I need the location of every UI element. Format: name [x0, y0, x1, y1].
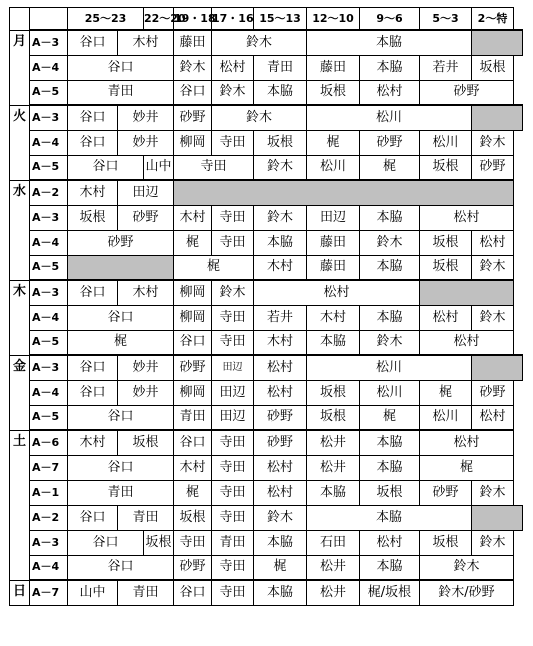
header-period: 19・18 [174, 8, 212, 31]
header-period: 5～3 [420, 8, 472, 31]
teacher-cell: 鈴木 [212, 80, 254, 105]
teacher-cell: 若井 [254, 305, 307, 330]
empty-slot [68, 255, 174, 280]
teacher-cell: 松川 [307, 355, 472, 380]
teacher-cell: 梶 [360, 155, 420, 180]
teacher-cell: 木村 [118, 30, 174, 55]
day-label-cont [10, 130, 30, 155]
teacher-cell: 山中 [144, 155, 174, 180]
teacher-cell: 鈴木 [472, 530, 514, 555]
teacher-cell: 若井 [420, 55, 472, 80]
teacher-cell: 本脇 [254, 530, 307, 555]
teacher-cell: 青田 [68, 80, 174, 105]
teacher-cell: 妙井 [118, 130, 174, 155]
teacher-cell: 鈴木 [212, 280, 254, 305]
teacher-cell: 谷口 [68, 105, 118, 130]
teacher-cell: 鈴木 [212, 105, 307, 130]
teacher-cell: 谷口 [68, 355, 118, 380]
schedule-row [10, 55, 523, 80]
teacher-cell: 田辺 [212, 355, 254, 380]
teacher-cell: 鈴木/砂野 [420, 580, 514, 605]
class-label: A－5 [30, 255, 68, 280]
teacher-cell: 梶 [68, 330, 174, 355]
teacher-cell: 妙井 [118, 105, 174, 130]
teacher-cell: 寺田 [212, 205, 254, 230]
class-label: A－3 [30, 355, 68, 380]
day-label-cont [10, 205, 30, 230]
teacher-cell: 青田 [68, 480, 174, 505]
schedule-row [10, 230, 523, 255]
schedule-row [10, 430, 523, 455]
class-label: A－3 [30, 105, 68, 130]
teacher-cell: 本脇 [254, 80, 307, 105]
teacher-cell: 鈴木 [420, 555, 514, 580]
teacher-cell: 松川 [360, 380, 420, 405]
class-label: A－4 [30, 380, 68, 405]
class-label: A－4 [30, 230, 68, 255]
teacher-cell: 坂根 [118, 430, 174, 455]
teacher-cell: 木村 [68, 430, 118, 455]
teacher-cell: 坂根 [472, 55, 514, 80]
teacher-cell: 坂根 [144, 530, 174, 555]
teacher-cell: 松村 [254, 280, 420, 305]
teacher-cell: 妙井 [118, 380, 174, 405]
header-row [10, 8, 523, 31]
teacher-cell: 藤田 [307, 230, 360, 255]
teacher-cell: 砂野 [472, 155, 514, 180]
schedule-row [10, 255, 523, 280]
teacher-cell: 鈴木 [472, 130, 514, 155]
teacher-cell: 寺田 [212, 430, 254, 455]
teacher-cell: 坂根 [307, 80, 360, 105]
teacher-cell: 田辺 [307, 205, 360, 230]
teacher-cell: 谷口 [174, 330, 212, 355]
teacher-cell: 谷口 [68, 30, 118, 55]
teacher-cell: 青田 [212, 530, 254, 555]
teacher-cell: 梶 [174, 255, 254, 280]
teacher-cell: 柳岡 [174, 130, 212, 155]
teacher-cell: 谷口 [68, 555, 174, 580]
day-label-cont [10, 330, 30, 355]
schedule-row [10, 330, 523, 355]
teacher-cell: 松村 [360, 530, 420, 555]
teacher-cell: 松村 [212, 55, 254, 80]
teacher-cell: 柳岡 [174, 305, 212, 330]
day-label: 木 [10, 280, 30, 305]
teacher-cell: 木村 [174, 205, 212, 230]
teacher-cell: 木村 [68, 180, 118, 205]
day-label: 月 [10, 30, 30, 55]
class-label: A－4 [30, 555, 68, 580]
teacher-cell: 谷口 [68, 155, 144, 180]
teacher-cell: 松川 [420, 405, 472, 430]
day-label-cont [10, 505, 30, 530]
teacher-cell: 青田 [118, 580, 174, 605]
schedule-row [10, 305, 523, 330]
class-label: A－7 [30, 580, 68, 605]
teacher-cell: 松井 [307, 580, 360, 605]
class-label: A－4 [30, 305, 68, 330]
teacher-cell: 砂野 [174, 555, 212, 580]
day-label: 火 [10, 105, 30, 130]
teacher-cell: 松村 [472, 230, 514, 255]
teacher-cell: 砂野 [68, 230, 174, 255]
teacher-cell: 坂根 [174, 505, 212, 530]
day-label: 水 [10, 180, 30, 205]
class-label: A－4 [30, 130, 68, 155]
day-label-cont [10, 255, 30, 280]
teacher-cell: 寺田 [174, 530, 212, 555]
class-label: A－3 [30, 530, 68, 555]
header-period: 17・16 [212, 8, 254, 31]
day-label-cont [10, 380, 30, 405]
teacher-cell: 寺田 [212, 330, 254, 355]
schedule-row [10, 530, 523, 555]
teacher-cell: 松井 [307, 430, 360, 455]
day-label: 日 [10, 580, 30, 605]
day-label-cont [10, 480, 30, 505]
teacher-cell: 鈴木 [472, 305, 514, 330]
teacher-cell: 松川 [307, 155, 360, 180]
class-label: A－3 [30, 205, 68, 230]
teacher-cell: 寺田 [174, 155, 254, 180]
schedule-row [10, 580, 523, 605]
header-period: 22～20 [144, 8, 174, 31]
teacher-cell: 松村 [420, 205, 514, 230]
class-label: A－5 [30, 405, 68, 430]
teacher-cell: 松村 [254, 355, 307, 380]
teacher-cell: 藤田 [307, 255, 360, 280]
teacher-cell: 松井 [307, 455, 360, 480]
teacher-cell: 松井 [307, 555, 360, 580]
schedule-row [10, 455, 523, 480]
schedule-row [10, 30, 523, 55]
teacher-cell: 松村 [420, 330, 514, 355]
day-label: 金 [10, 355, 30, 380]
teacher-cell: 梶 [420, 455, 514, 480]
teacher-cell: 松村 [420, 305, 472, 330]
teacher-cell: 鈴木 [360, 230, 420, 255]
teacher-cell: 鈴木 [174, 55, 212, 80]
header-period: 2～特 [472, 8, 514, 31]
teacher-cell: 坂根 [254, 130, 307, 155]
teacher-cell: 砂野 [254, 430, 307, 455]
teacher-cell: 谷口 [68, 280, 118, 305]
teacher-cell: 鈴木 [360, 330, 420, 355]
schedule-row [10, 405, 523, 430]
schedule-body [10, 30, 523, 605]
teacher-cell: 谷口 [68, 380, 118, 405]
teacher-cell: 谷口 [68, 305, 174, 330]
teacher-cell: 鈴木 [472, 480, 514, 505]
class-label: A－3 [30, 280, 68, 305]
teacher-cell: 松村 [420, 430, 514, 455]
teacher-cell: 松村 [254, 380, 307, 405]
teacher-cell: 谷口 [174, 80, 212, 105]
teacher-cell: 鈴木 [254, 155, 307, 180]
teacher-cell: 妙井 [118, 355, 174, 380]
class-label: A－5 [30, 330, 68, 355]
teacher-cell: 本脇 [254, 230, 307, 255]
day-label-cont [10, 405, 30, 430]
day-label-cont [10, 530, 30, 555]
teacher-cell: 本脇 [360, 255, 420, 280]
teacher-cell: 本脇 [307, 30, 472, 55]
class-label: A－6 [30, 430, 68, 455]
teacher-cell: 梶 [254, 555, 307, 580]
day-label-cont [10, 55, 30, 80]
teacher-cell: 谷口 [174, 430, 212, 455]
teacher-cell: 梶 [174, 480, 212, 505]
teacher-cell: 本脇 [360, 205, 420, 230]
teacher-cell: 坂根 [307, 405, 360, 430]
teacher-cell: 寺田 [212, 130, 254, 155]
teacher-cell: 谷口 [68, 130, 118, 155]
empty-slot [420, 280, 514, 305]
teacher-cell: 谷口 [68, 505, 118, 530]
schedule-row [10, 180, 523, 205]
teacher-cell: 山中 [68, 580, 118, 605]
class-label: A－2 [30, 505, 68, 530]
teacher-cell: 鈴木 [254, 205, 307, 230]
teacher-cell: 松村 [254, 455, 307, 480]
teacher-cell: 寺田 [212, 230, 254, 255]
header-blank [10, 8, 30, 31]
schedule-row [10, 355, 523, 380]
teacher-cell: 砂野 [472, 380, 514, 405]
teacher-cell: 本脇 [307, 480, 360, 505]
empty-slot [472, 105, 523, 130]
teacher-cell: 本脇 [307, 505, 472, 530]
teacher-cell: 青田 [174, 405, 212, 430]
teacher-cell: 松村 [472, 405, 514, 430]
schedule-table [9, 7, 523, 606]
teacher-cell: 坂根 [307, 380, 360, 405]
teacher-cell: 梶 [420, 380, 472, 405]
teacher-cell: 谷口 [174, 580, 212, 605]
teacher-cell: 田辺 [212, 405, 254, 430]
teacher-cell: 石田 [307, 530, 360, 555]
day-label-cont [10, 555, 30, 580]
schedule-row [10, 155, 523, 180]
teacher-cell: 砂野 [174, 105, 212, 130]
day-label-cont [10, 455, 30, 480]
teacher-cell: 谷口 [68, 530, 144, 555]
teacher-cell: 本脇 [360, 55, 420, 80]
teacher-cell: 本脇 [360, 305, 420, 330]
schedule-row [10, 380, 523, 405]
teacher-cell: 木村 [254, 330, 307, 355]
schedule-row [10, 105, 523, 130]
teacher-cell: 松村 [254, 480, 307, 505]
teacher-cell: 坂根 [420, 230, 472, 255]
teacher-cell: 木村 [307, 305, 360, 330]
teacher-cell: 砂野 [420, 480, 472, 505]
teacher-cell: 本脇 [360, 555, 420, 580]
teacher-cell: 寺田 [212, 305, 254, 330]
class-label: A－7 [30, 455, 68, 480]
schedule-row [10, 480, 523, 505]
class-label: A－4 [30, 55, 68, 80]
day-label-cont [10, 305, 30, 330]
empty-slot [174, 180, 514, 205]
teacher-cell: 坂根 [420, 155, 472, 180]
day-label-cont [10, 80, 30, 105]
teacher-cell: 寺田 [212, 555, 254, 580]
empty-slot [472, 505, 523, 530]
day-label-cont [10, 155, 30, 180]
empty-slot [472, 355, 523, 380]
teacher-cell: 藤田 [307, 55, 360, 80]
day-label-cont [10, 230, 30, 255]
day-label: 土 [10, 430, 30, 455]
header-period: 25～23 [68, 8, 144, 31]
teacher-cell: 本脇 [254, 580, 307, 605]
class-label: A－3 [30, 30, 68, 55]
teacher-cell: 坂根 [360, 480, 420, 505]
teacher-cell: 鈴木 [212, 30, 307, 55]
teacher-cell: 青田 [118, 505, 174, 530]
teacher-cell: 田辺 [118, 180, 174, 205]
header-period: 9～6 [360, 8, 420, 31]
teacher-cell: 砂野 [118, 205, 174, 230]
teacher-cell: 田辺 [212, 380, 254, 405]
teacher-cell: 本脇 [307, 330, 360, 355]
class-label: A－5 [30, 155, 68, 180]
teacher-cell: 木村 [174, 455, 212, 480]
teacher-cell: 砂野 [174, 355, 212, 380]
schedule-row [10, 280, 523, 305]
teacher-cell: 柳岡 [174, 380, 212, 405]
header-period: 12～10 [307, 8, 360, 31]
teacher-cell: 梶 [360, 405, 420, 430]
teacher-cell: 鈴木 [254, 505, 307, 530]
class-label: A－5 [30, 80, 68, 105]
class-label: A－1 [30, 480, 68, 505]
teacher-cell: 寺田 [212, 505, 254, 530]
teacher-cell: 梶 [174, 230, 212, 255]
teacher-cell: 松村 [360, 80, 420, 105]
schedule-row [10, 80, 523, 105]
teacher-cell: 梶/坂根 [360, 580, 420, 605]
empty-slot [472, 30, 523, 55]
teacher-cell: 坂根 [420, 530, 472, 555]
header-period: 15～13 [254, 8, 307, 31]
teacher-cell: 松川 [420, 130, 472, 155]
teacher-cell: 木村 [254, 255, 307, 280]
teacher-cell: 坂根 [420, 255, 472, 280]
teacher-cell: 柳岡 [174, 280, 212, 305]
teacher-cell: 寺田 [212, 580, 254, 605]
teacher-cell: 坂根 [68, 205, 118, 230]
teacher-cell: 谷口 [68, 55, 174, 80]
schedule-row [10, 130, 523, 155]
teacher-cell: 鈴木 [472, 255, 514, 280]
teacher-cell: 木村 [118, 280, 174, 305]
schedule-row [10, 555, 523, 580]
teacher-cell: 谷口 [68, 405, 174, 430]
teacher-cell: 青田 [254, 55, 307, 80]
teacher-cell: 砂野 [360, 130, 420, 155]
teacher-cell: 本脇 [360, 430, 420, 455]
teacher-cell: 松川 [307, 105, 472, 130]
class-label: A－2 [30, 180, 68, 205]
teacher-cell: 寺田 [212, 455, 254, 480]
teacher-cell: 砂野 [420, 80, 514, 105]
schedule-row [10, 505, 523, 530]
teacher-cell: 砂野 [254, 405, 307, 430]
teacher-cell: 藤田 [174, 30, 212, 55]
header-blank [30, 8, 68, 31]
teacher-cell: 寺田 [212, 480, 254, 505]
teacher-cell: 梶 [307, 130, 360, 155]
teacher-cell: 谷口 [68, 455, 174, 480]
teacher-cell: 本脇 [360, 455, 420, 480]
schedule-row [10, 205, 523, 230]
